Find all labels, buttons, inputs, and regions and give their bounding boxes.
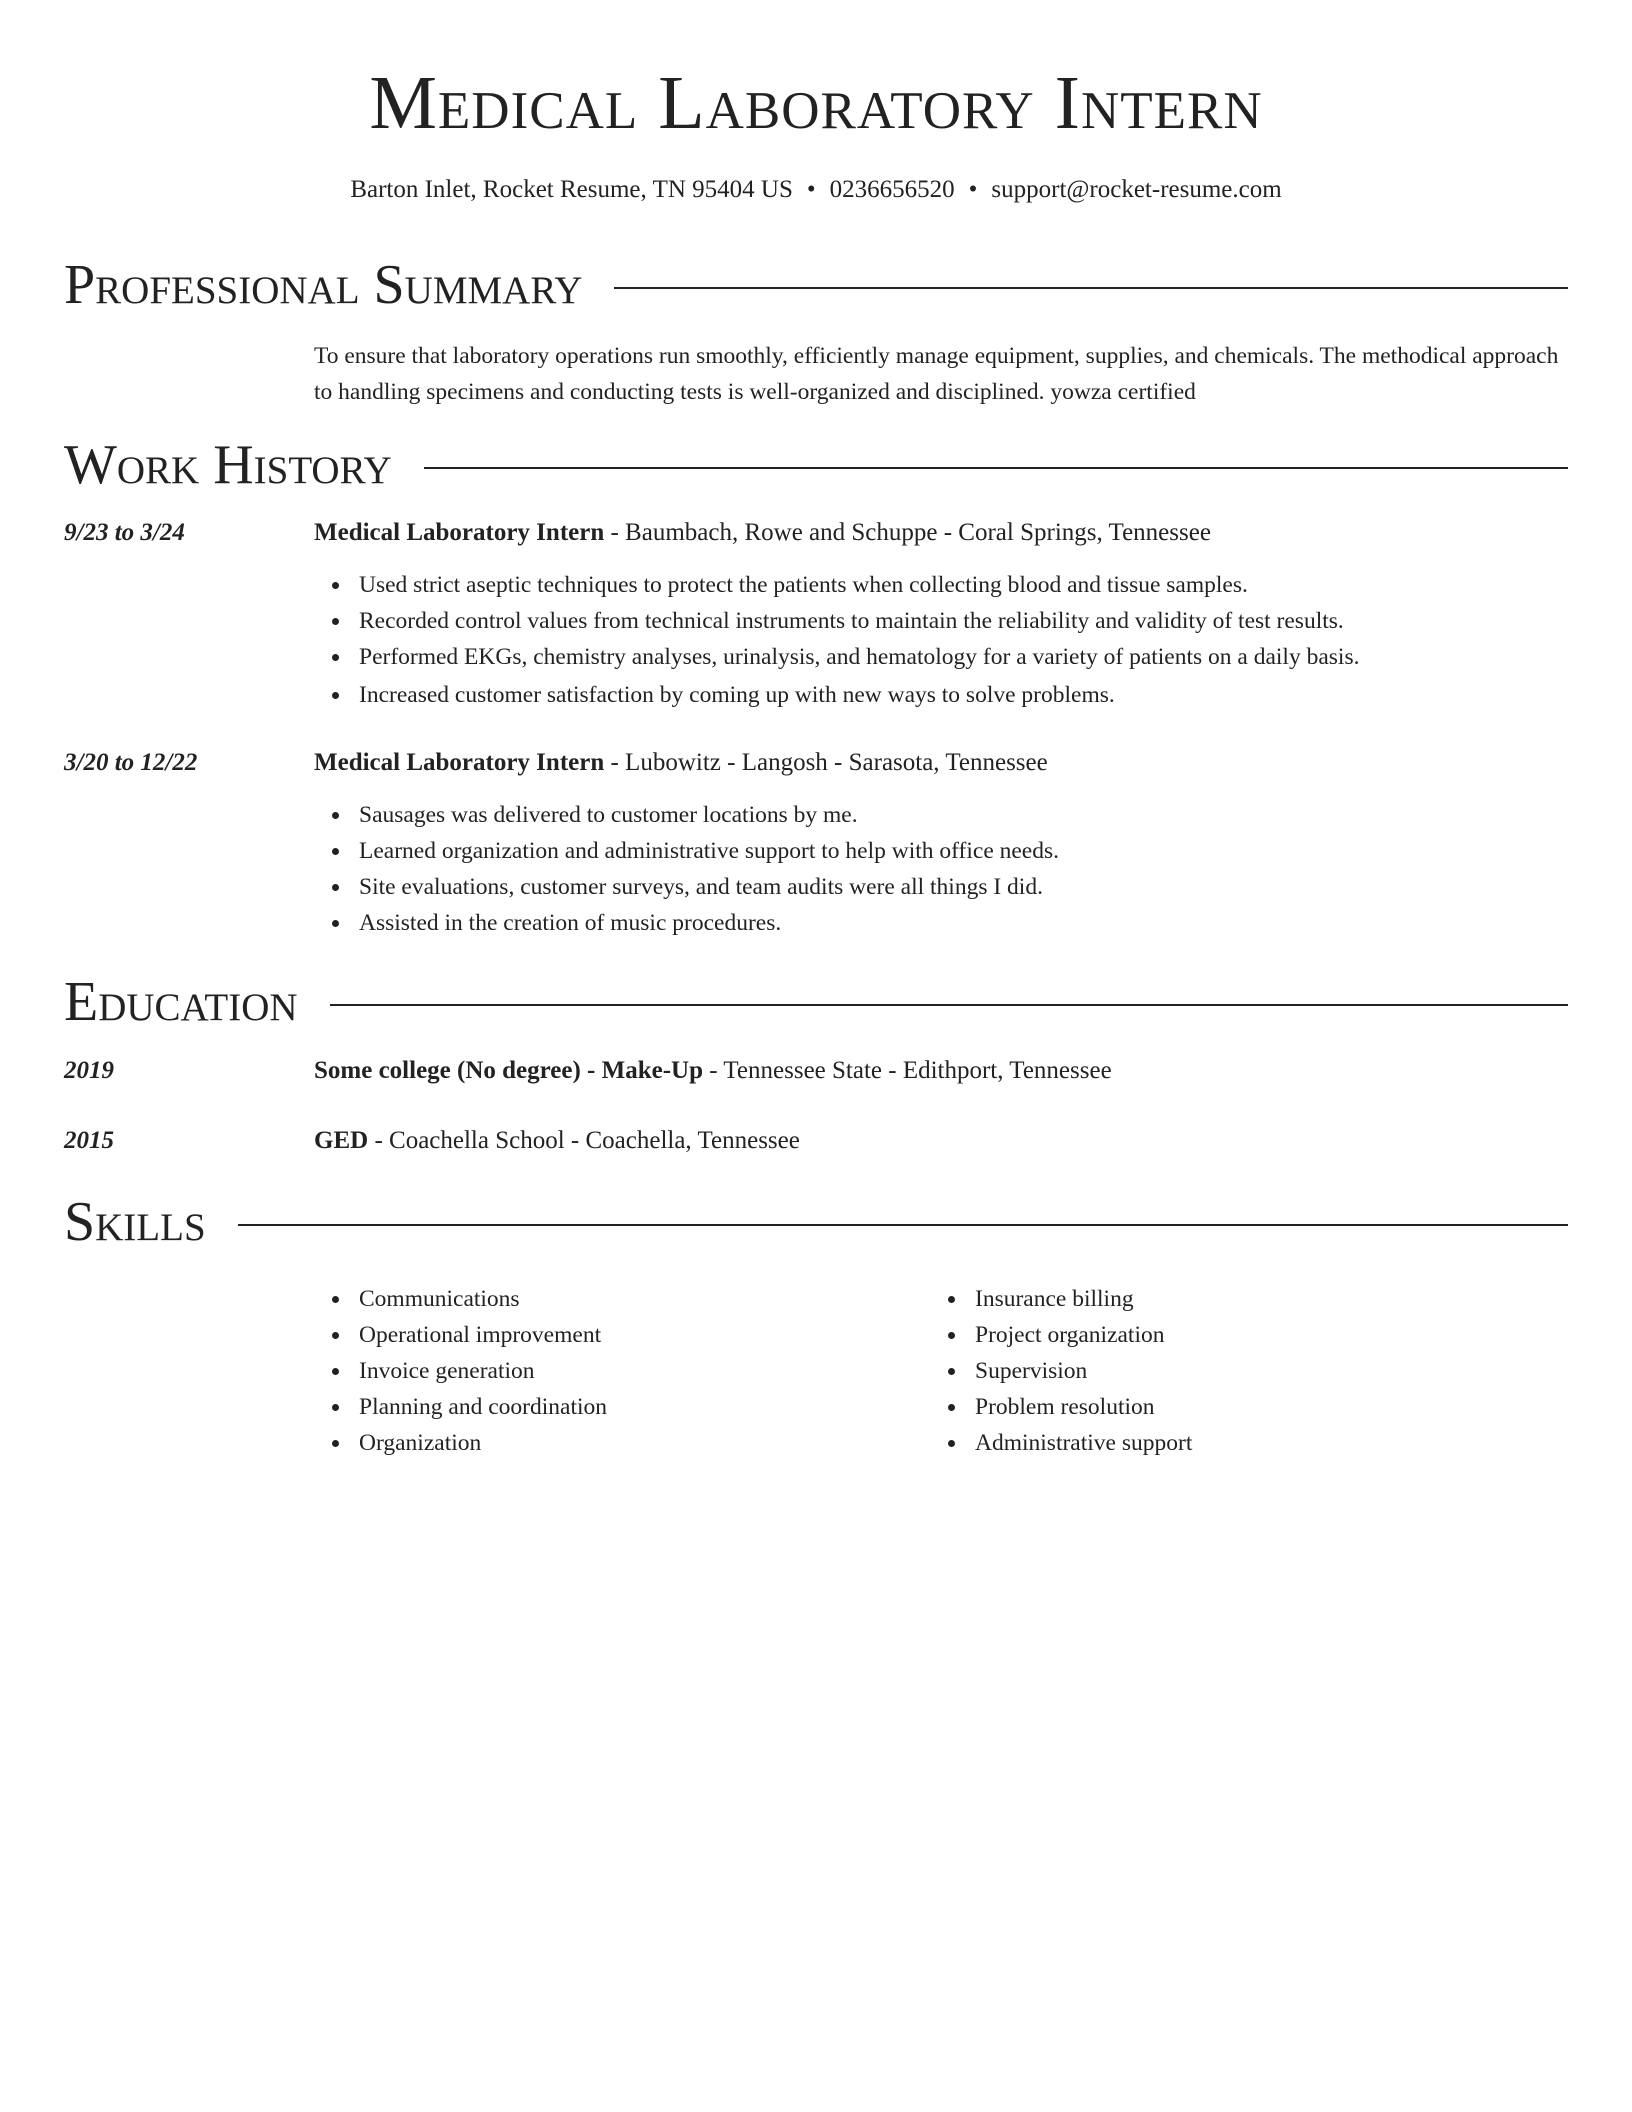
- section-divider: [330, 1004, 1568, 1006]
- section-divider: [614, 287, 1568, 289]
- skills-column-right: [930, 1281, 1535, 1461]
- skill-item: Organization: [359, 1425, 919, 1461]
- job-details: - Baumbach, Rowe and Schuppe - Coral Springs, Tennessee: [604, 519, 1211, 546]
- skill-item: Project organization: [975, 1317, 1535, 1353]
- job-title-line: [314, 745, 1564, 781]
- job-bullet: Recorded control values from technical instruments to maintain the reliability and validity of test results.: [359, 603, 1559, 639]
- skill-item: Communications: [359, 1281, 919, 1317]
- education-line: [314, 1053, 1564, 1089]
- summary-text: To ensure that laboratory operations run smoothly, efficiently manage equipment, supplies, and chemicals. The methodical approach to handling specimens and conducting tests is well-organized and disciplined. yowza certified: [314, 343, 1559, 405]
- education-section-title: Education: [64, 971, 298, 1033]
- education-line: [314, 1123, 1564, 1159]
- contact-line: [0, 172, 1632, 208]
- skill-item: Planning and coordination: [359, 1389, 919, 1425]
- job-bullet: Learned organization and administrative support to help with office needs.: [359, 833, 1559, 869]
- job-bullet: Sausages was delivered to customer locations by me.: [359, 797, 1559, 833]
- section-divider: [238, 1224, 1568, 1226]
- contact-separator: •: [806, 176, 816, 203]
- job-bullet: Increased customer satisfaction by coming up with new ways to solve problems.: [359, 677, 1559, 713]
- job-bullet: Assisted in the creation of music procedures.: [359, 905, 1559, 941]
- education-year: 2015: [64, 1127, 114, 1154]
- contact-separator: •: [968, 176, 978, 203]
- education-degree: Some college (No degree) - Make-Up: [314, 1057, 704, 1084]
- contact-email: support@rocket-resume.com: [991, 176, 1282, 203]
- education-degree: GED: [314, 1127, 369, 1154]
- education-details: - Tennessee State - Edithport, Tennessee: [703, 1057, 1112, 1084]
- job-bullet: Site evaluations, customer surveys, and team audits were all things I did.: [359, 869, 1559, 905]
- summary-section-title: Professional Summary: [64, 254, 583, 316]
- job-bullet-list: [314, 567, 1559, 713]
- section-divider: [424, 467, 1568, 469]
- job-bullet-list: [314, 797, 1559, 941]
- job-position: Medical Laboratory Intern: [314, 519, 605, 546]
- skill-item: Insurance billing: [975, 1281, 1535, 1317]
- work-section-title: Work History: [64, 434, 392, 496]
- job-bullet: Performed EKGs, chemistry analyses, urinalysis, and hematology for a variety of patients on a daily basis.: [359, 639, 1559, 675]
- education-section-header: [64, 967, 1568, 1037]
- education-year: 2019: [64, 1057, 114, 1084]
- work-section-header: [64, 430, 1568, 500]
- contact-address: Barton Inlet, Rocket Resume, TN 95404 US: [350, 176, 793, 203]
- summary-section-header: [64, 250, 1568, 320]
- skill-item: Invoice generation: [359, 1353, 919, 1389]
- skills-section-header: [64, 1187, 1568, 1257]
- job-position: Medical Laboratory Intern: [314, 749, 605, 776]
- skill-item: Problem resolution: [975, 1389, 1535, 1425]
- education-details: - Coachella School - Coachella, Tennessee: [368, 1127, 800, 1154]
- contact-phone: 0236656520: [829, 176, 955, 203]
- job-dates: 9/23 to 3/24: [64, 519, 185, 546]
- skill-item: Operational improvement: [359, 1317, 919, 1353]
- job-bullet: Used strict aseptic techniques to protect the patients when collecting blood and tissue samples.: [359, 567, 1559, 603]
- job-details: - Lubowitz - Langosh - Sarasota, Tennessee: [604, 749, 1048, 776]
- skill-item: Supervision: [975, 1353, 1535, 1389]
- job-title-line: [314, 515, 1564, 551]
- skills-section-title: Skills: [64, 1191, 206, 1253]
- resume-name: Medical Laboratory Intern: [369, 61, 1263, 145]
- skill-item: Administrative support: [975, 1425, 1535, 1461]
- job-dates: 3/20 to 12/22: [64, 749, 198, 776]
- skills-column-left: [314, 1281, 919, 1461]
